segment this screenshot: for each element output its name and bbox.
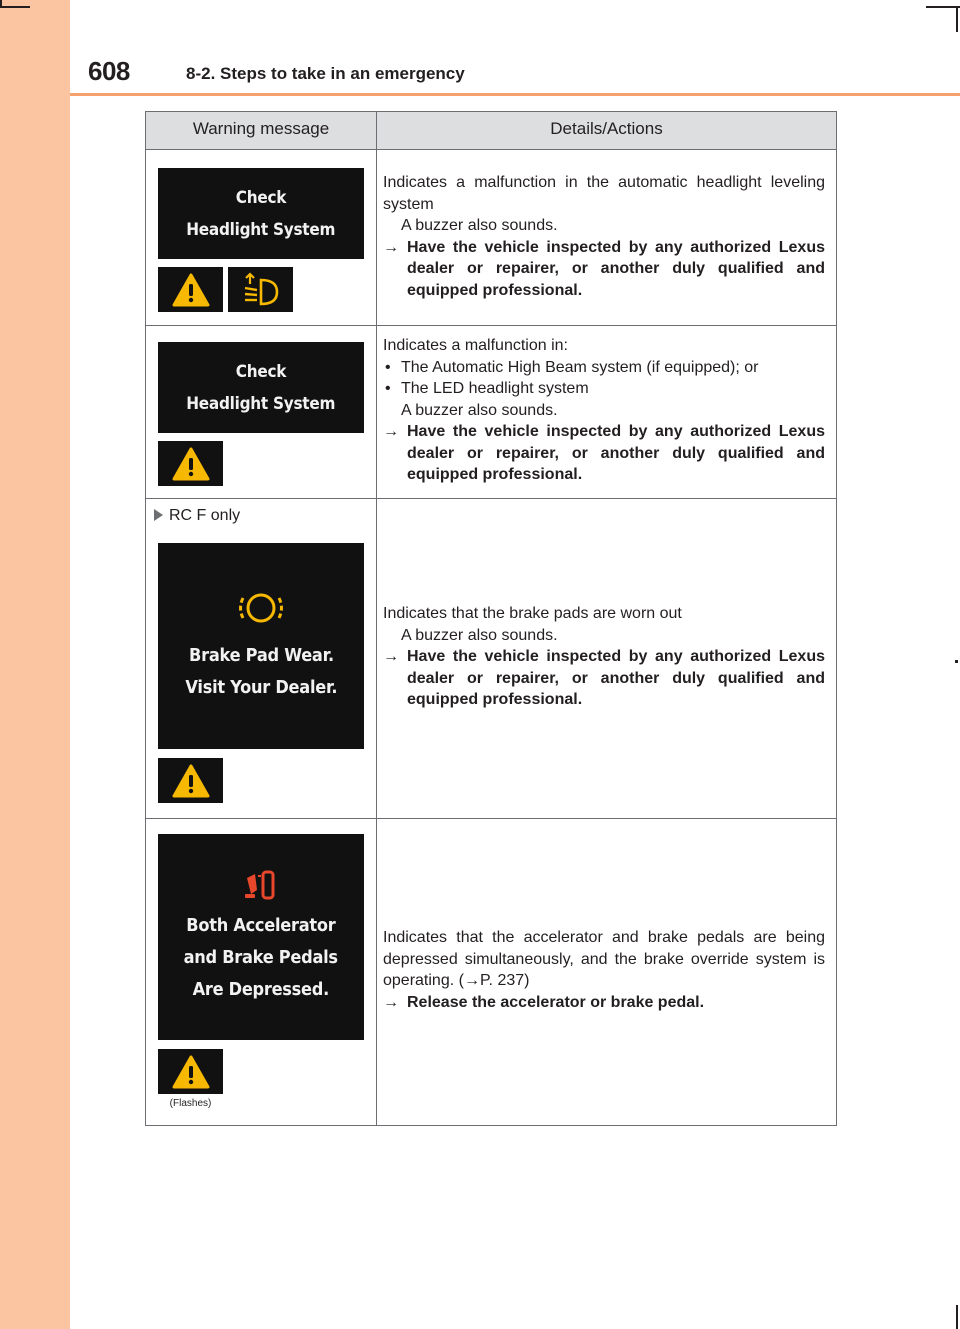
warning-table xyxy=(145,111,837,1126)
bullet-item: • The LED headlight system xyxy=(383,378,825,400)
screen-line: Check xyxy=(235,361,287,382)
only-text: RC F only xyxy=(169,507,241,524)
action-label: Have the vehicle inspected by any authorized Lexus dealer or repairer, or another duly qualified and equipped professional. xyxy=(407,423,825,483)
action-text xyxy=(383,237,825,302)
arrow-glyph: → xyxy=(383,238,399,256)
row-divider xyxy=(146,818,836,819)
action-text xyxy=(383,421,825,486)
action-label: Have the vehicle inspected by any authorized Lexus dealer or repairer, or another duly qualified and equipped professional. xyxy=(407,238,825,299)
arrow-glyph: → xyxy=(383,993,399,1011)
screen-line: and Brake Pedals xyxy=(183,947,339,968)
details-text: Indicates a malfunction in: xyxy=(383,337,568,354)
details-text: Indicates that the accelerator and brake pedals are being depressed simultaneously, and the brake override system is operating. (→P. 237) xyxy=(383,929,825,989)
message-screen-pedals xyxy=(158,834,364,1040)
screen-line: Brake Pad Wear. xyxy=(188,645,334,666)
page-number: 608 xyxy=(88,56,130,86)
details-text: Indicates a malfunction in the automatic headlight leveling system xyxy=(383,174,825,213)
details-row-2 xyxy=(383,335,825,486)
row-divider xyxy=(146,498,836,499)
buzzer-note: A buzzer also sounds. xyxy=(401,626,558,644)
pedals-icon xyxy=(241,868,281,902)
header-warning-message: Warning message xyxy=(192,119,330,138)
warning-triangle-icon xyxy=(158,441,223,486)
header-details-actions: Details/Actions xyxy=(550,119,663,138)
buzzer-note: A buzzer also sounds. xyxy=(401,401,558,419)
details-row-1 xyxy=(383,172,825,301)
action-label: Release the accelerator or brake pedal. xyxy=(407,993,705,1011)
warning-triangle-icon xyxy=(158,758,223,803)
screen-line: Headlight System xyxy=(186,219,336,240)
screen-line: Both Accelerator xyxy=(186,915,336,936)
header-rule xyxy=(70,93,960,96)
message-screen-check-headlight xyxy=(158,168,364,259)
action-label: Have the vehicle inspected by any authorized Lexus dealer or repairer, or another duly qualified and equipped professional. xyxy=(407,648,825,708)
side-band xyxy=(0,0,70,1329)
details-row-4 xyxy=(383,927,825,1013)
row-divider xyxy=(146,325,836,326)
details-text: Indicates that the brake pads are worn out xyxy=(383,605,682,622)
screen-line: Are Depressed. xyxy=(192,979,330,1000)
crop-mark xyxy=(0,6,30,8)
crop-mark xyxy=(956,6,958,32)
warning-triangle-icon xyxy=(158,1049,223,1094)
action-text xyxy=(383,992,825,1014)
crop-mark xyxy=(955,660,958,663)
buzzer-note: A buzzer also sounds. xyxy=(401,217,558,234)
screen-line: Headlight System xyxy=(186,393,336,414)
rc-f-only-label xyxy=(154,506,240,526)
message-screen-check-headlight xyxy=(158,342,364,433)
warning-triangle-icon xyxy=(158,267,223,312)
crop-mark xyxy=(956,1305,958,1329)
action-text xyxy=(383,646,825,711)
arrow-glyph: → xyxy=(383,423,399,440)
screen-line: Visit Your Dealer. xyxy=(185,677,337,698)
screen-line: Check xyxy=(235,187,287,208)
triangle-bullet-icon xyxy=(154,509,163,521)
bullet-item: • The Automatic High Beam system (if equipped); or xyxy=(383,357,825,379)
section-title: 8-2. Steps to take in an emergency xyxy=(186,64,465,83)
crop-mark xyxy=(926,6,960,8)
details-row-3 xyxy=(383,603,825,711)
message-screen-brake-pad xyxy=(158,543,364,749)
headlight-leveling-icon xyxy=(228,267,293,312)
column-divider xyxy=(376,112,377,1125)
table-header xyxy=(146,112,836,150)
arrow-glyph: → xyxy=(383,648,399,665)
flashes-label: (Flashes) xyxy=(169,1098,212,1109)
brake-pad-icon xyxy=(234,588,288,628)
